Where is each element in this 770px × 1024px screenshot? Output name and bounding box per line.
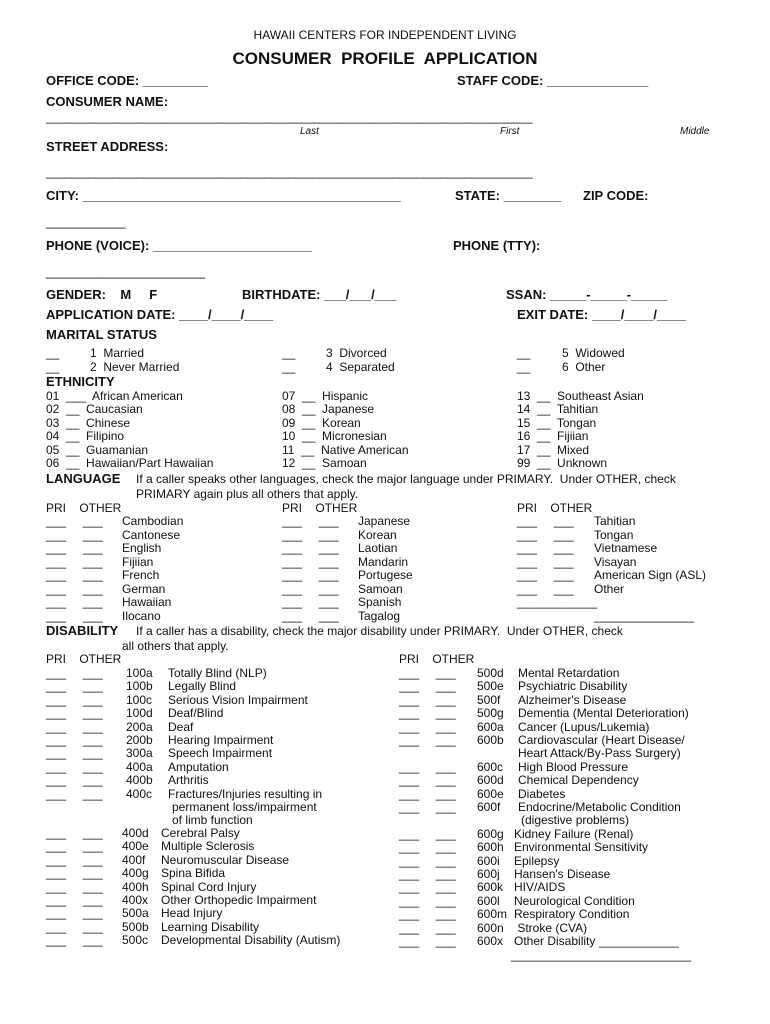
disability-check-blanks[interactable]: ___ ___ (46, 719, 103, 734)
disability-code: 500c (122, 933, 149, 948)
consumer-name-line[interactable]: ________________________________________________________________________________ (46, 110, 532, 124)
disability-label: Developmental Disability (Autism) (161, 933, 341, 948)
disability-code: 500a (122, 906, 149, 921)
disability-check-blanks[interactable]: ___ ___ (399, 719, 456, 734)
disability-code: 600c (477, 759, 504, 774)
office-code-field[interactable]: OFFICE CODE: _________ (46, 73, 208, 88)
disability-check-blanks[interactable]: ___ ___ (399, 733, 456, 747)
page-title: CONSUMER PROFILE APPLICATION (232, 49, 538, 68)
language-option: Mandarin (358, 554, 409, 569)
language-heading: LANGUAGE (46, 471, 121, 486)
ethnicity-option[interactable]: 99 __ Unknown (517, 456, 608, 470)
disability-code: 500d (477, 666, 504, 680)
language-option: German (122, 581, 166, 596)
language-instruction: If a caller speaks other languages, check the major language under PRIMARY. Under OTHER, check (136, 472, 676, 486)
marital-blank[interactable]: __ (517, 360, 531, 374)
disability-code: 100a (126, 666, 153, 680)
marital-option-widowed: 5 Widowed (562, 346, 625, 360)
language-check-blanks[interactable]: ___ ___ (517, 581, 574, 596)
disability-label: Other Disability ____________ (514, 934, 679, 948)
language-other-line[interactable]: ____________ (517, 595, 598, 609)
disability-code: 600h (477, 840, 504, 855)
street-address-label: STREET ADDRESS: (46, 139, 169, 154)
disability-label-cont: Heart Attack/By-Pass Surgery) (518, 746, 681, 761)
language-option: Vietnamese (594, 541, 658, 555)
language-check-blanks[interactable]: ___ ___ (517, 527, 574, 542)
disability-label: Alzheimer's Disease (518, 692, 627, 707)
disability-label: Hansen's Disease (514, 867, 611, 881)
disability-code: 500f (477, 692, 501, 707)
disability-label: Epilepsy (514, 853, 560, 868)
language-check-blanks[interactable]: ___ ___ (517, 514, 574, 528)
disability-code: 600d (477, 773, 504, 788)
staff-code-field[interactable]: STAFF CODE: ______________ (457, 73, 649, 88)
disability-label-cont: of limb function (172, 813, 253, 828)
language-option: Fijiian (122, 554, 154, 569)
disability-check-blanks[interactable]: ___ ___ (399, 706, 456, 721)
disability-label: Deaf/Blind (168, 706, 224, 721)
disability-label: Hearing Impairment (168, 733, 274, 747)
disability-label: Fractures/Injuries resulting in (168, 786, 323, 801)
last-name-caption: Last (300, 126, 319, 137)
ethnicity-option[interactable]: 13 __ Southeast Asian (517, 389, 644, 403)
ethnicity-option[interactable]: 14 __ Tahitian (517, 402, 599, 417)
disability-check-blanks[interactable]: ___ ___ (399, 666, 456, 680)
marital-option-divorced: 3 Divorced (326, 346, 387, 360)
disability-label: Neuromuscular Disease (161, 852, 290, 867)
disability-label: Serious Vision Impairment (168, 692, 308, 707)
disability-check-blanks[interactable]: ___ ___ (399, 853, 456, 868)
disability-label: Amputation (168, 759, 229, 774)
disability-code: 600n (477, 920, 504, 935)
language-check-blanks[interactable]: ___ ___ (282, 554, 339, 569)
disability-code: 600a (477, 719, 504, 734)
ethnicity-option[interactable]: 16 __ Fijiian (517, 429, 589, 444)
disability-label: Kidney Failure (Renal) (514, 826, 634, 841)
language-check-blanks[interactable]: ___ ___ (282, 595, 339, 609)
disability-check-blanks[interactable]: ___ ___ (46, 786, 103, 801)
disability-label: Learning Disability (161, 919, 260, 934)
phone-voice-field[interactable]: PHONE (VOICE): ______________________ (46, 238, 312, 253)
disability-heading: DISABILITY (46, 623, 119, 638)
ethnicity-option[interactable]: 03 __ Chinese (46, 415, 131, 430)
disability-code: 100b (126, 679, 153, 694)
phone-tty-label: PHONE (TTY): (453, 238, 541, 253)
disability-code: 400h (122, 879, 149, 894)
language-check-blanks[interactable]: ___ ___ (282, 541, 339, 555)
marital-blank[interactable]: __ (282, 360, 296, 374)
marital-status-heading: MARITAL STATUS (46, 327, 157, 342)
disability-label: Dementia (Mental Deterioration) (518, 706, 689, 721)
language-option: Laotian (358, 541, 398, 555)
language-option: Korean (358, 527, 397, 542)
disability-check-blanks[interactable]: ___ ___ (46, 733, 103, 747)
language-check-blanks[interactable]: ___ ___ (517, 554, 574, 569)
disability-check-blanks[interactable]: ___ ___ (399, 773, 456, 788)
disability-code: 600k (477, 880, 504, 895)
disability-code: 500g (477, 706, 504, 721)
language-pri-other-header: PRI OTHER (46, 501, 122, 515)
application-date-field[interactable]: APPLICATION DATE: ____/____/____ (46, 307, 274, 322)
disability-check-blanks[interactable]: ___ ___ (399, 880, 456, 895)
language-check-blanks[interactable]: ___ ___ (46, 527, 103, 542)
disability-code: 400a (126, 759, 153, 774)
language-other-line[interactable]: _______________ (594, 609, 695, 623)
disability-label-cont: (digestive problems) (521, 813, 630, 828)
language-check-blanks[interactable]: ___ ___ (517, 541, 574, 555)
consumer-name-label: CONSUMER NAME: (46, 94, 169, 109)
disability-check-blanks[interactable]: ___ ___ (46, 679, 103, 694)
language-option: English (122, 541, 162, 555)
language-option: Other (594, 581, 625, 596)
city-field[interactable]: CITY: ____________________________________________ (46, 188, 401, 203)
disability-check-blanks[interactable]: ___ ___ (46, 866, 103, 881)
language-check-blanks[interactable]: ___ ___ (46, 568, 103, 582)
ethnicity-option[interactable]: 12 __ Samoan (282, 456, 367, 470)
disability-check-blanks[interactable]: ___ ___ (399, 826, 456, 841)
marital-option-married: 1 Married (90, 346, 145, 360)
disability-label: Chemical Dependency (518, 773, 639, 788)
disability-code: 500b (122, 919, 149, 934)
disability-check-blanks[interactable]: ___ ___ (399, 867, 456, 881)
disability-code: 600m (477, 907, 508, 922)
disability-label: Legally Blind (168, 679, 237, 694)
disability-check-blanks[interactable]: ___ ___ (46, 919, 103, 934)
marital-blank[interactable]: __ (46, 346, 60, 360)
disability-check-blanks[interactable]: ___ ___ (46, 773, 103, 788)
ethnicity-option[interactable]: 10 __ Micronesian (282, 429, 387, 444)
language-option: Samoan (358, 581, 403, 596)
marital-blank[interactable]: __ (282, 346, 296, 360)
disability-code: 600g (477, 826, 504, 841)
ethnicity-option[interactable]: 08 __ Japanese (282, 402, 375, 417)
disability-label: Totally Blind (NLP) (168, 666, 267, 680)
disability-code: 600i (477, 853, 500, 868)
disability-code: 400e (122, 839, 149, 854)
disability-check-blanks[interactable]: ___ ___ (46, 692, 103, 707)
exit-date-field[interactable]: EXIT DATE: ____/____/____ (517, 307, 686, 322)
disability-label: Deaf (168, 719, 194, 734)
disability-label: Stroke (CVA) (514, 920, 588, 935)
street-address-line[interactable]: ________________________________________________________________________________ (46, 165, 532, 179)
disability-check-blanks[interactable]: ___ ___ (46, 826, 103, 840)
first-name-caption: First (500, 126, 520, 137)
language-option: Portugese (358, 568, 413, 582)
language-option: Spanish (358, 595, 402, 609)
disability-check-blanks[interactable]: ___ ___ (46, 706, 103, 721)
disability-instruction: If a caller has a disability, check the major disability under PRIMARY. Under OTHER, check (136, 624, 623, 638)
disability-pri-other-header: PRI OTHER (399, 652, 475, 666)
language-check-blanks[interactable]: ___ ___ (282, 568, 339, 582)
middle-name-caption: Middle (680, 126, 710, 137)
other-disability-line[interactable]: ___________________________ (511, 948, 692, 963)
disability-code: 100d (126, 706, 153, 721)
disability-check-blanks[interactable]: ___ ___ (399, 786, 456, 801)
ethnicity-heading: ETHNICITY (46, 374, 115, 389)
disability-pri-other-header: PRI OTHER (46, 652, 122, 666)
ethnicity-option[interactable]: 02 __ Caucasian (46, 402, 143, 417)
disability-label: Cancer (Lupus/Lukemia) (518, 719, 650, 734)
disability-label: Cardiovascular (Heart Disease/ (518, 733, 685, 747)
language-check-blanks[interactable]: ___ ___ (517, 568, 574, 582)
disability-code: 100c (126, 692, 153, 707)
ethnicity-option[interactable]: 15 __ Tongan (517, 415, 597, 430)
disability-check-blanks[interactable]: ___ ___ (399, 920, 456, 935)
zip-code-line[interactable]: ___________ (46, 214, 126, 229)
language-option: American Sign (ASL) (594, 568, 707, 582)
ethnicity-option[interactable]: 07 __ Hispanic (282, 389, 369, 403)
ethnicity-option[interactable]: 01 ___ African American (46, 389, 183, 403)
language-option: Cantonese (122, 527, 181, 542)
organization-name: HAWAII CENTERS FOR INDEPENDENT LIVING (253, 28, 517, 42)
disability-label: Head Injury (161, 906, 223, 921)
language-option: Ilocano (122, 608, 161, 623)
ethnicity-option[interactable]: 17 __ Mixed (517, 442, 590, 457)
disability-check-blanks[interactable]: ___ ___ (399, 934, 456, 948)
gender-field[interactable]: GENDER: M F (46, 287, 158, 302)
state-field[interactable]: STATE: ________ (455, 188, 562, 203)
ssan-field[interactable]: SSAN: _____-_____-_____ (506, 287, 668, 302)
disability-code: 400c (126, 786, 153, 801)
disability-label: Arthritis (168, 773, 209, 788)
disability-code: 600x (477, 934, 504, 948)
disability-label: Diabetes (518, 786, 566, 801)
zip-code-label: ZIP CODE: (583, 188, 649, 203)
language-option: Cambodian (122, 514, 184, 528)
marital-option-separated: 4 Separated (326, 360, 395, 374)
disability-label: Endocrine/Metabolic Condition (518, 800, 681, 814)
disability-code: 600l (477, 893, 500, 908)
disability-check-blanks[interactable]: ___ ___ (46, 666, 103, 680)
marital-blank[interactable]: __ (46, 360, 60, 374)
disability-code: 600e (477, 786, 504, 801)
language-option: French (122, 568, 160, 582)
disability-label: Speech Impairment (168, 746, 273, 761)
ethnicity-option[interactable]: 04 __ Filipino (46, 429, 125, 444)
disability-check-blanks[interactable]: ___ ___ (46, 879, 103, 894)
disability-label: Mental Retardation (518, 666, 620, 680)
disability-check-blanks[interactable]: ___ ___ (46, 852, 103, 867)
language-check-blanks[interactable]: ___ ___ (282, 608, 339, 623)
language-pri-other-header: PRI OTHER (517, 501, 593, 515)
disability-label: Respiratory Condition (514, 907, 630, 922)
language-option: Japanese (358, 514, 411, 528)
disability-label: Environmental Sensitivity (514, 840, 649, 855)
language-check-blanks[interactable]: ___ ___ (282, 581, 339, 596)
disability-instruction-cont: all others that apply. (122, 639, 229, 653)
language-check-blanks[interactable]: ___ ___ (46, 581, 103, 596)
language-option: Tagalog (358, 608, 401, 623)
disability-code: 400d (122, 826, 149, 840)
language-check-blanks[interactable]: ___ ___ (46, 554, 103, 569)
marital-option-other: 6 Other (562, 360, 606, 374)
language-check-blanks[interactable]: ___ ___ (46, 541, 103, 555)
disability-label: Neurological Condition (514, 893, 635, 908)
disability-check-blanks[interactable]: ___ ___ (399, 840, 456, 855)
disability-code: 200a (126, 719, 153, 734)
language-pri-other-header: PRI OTHER (282, 501, 358, 515)
disability-code: 300a (126, 746, 153, 761)
disability-check-blanks[interactable]: ___ ___ (46, 933, 103, 948)
ethnicity-option[interactable]: 11 __ Native American (282, 442, 409, 457)
language-option: Tahitian (594, 514, 636, 528)
disability-code: 600b (477, 733, 504, 747)
language-option: Visayan (594, 554, 637, 569)
disability-check-blanks[interactable]: ___ ___ (46, 893, 103, 907)
disability-check-blanks[interactable]: ___ ___ (399, 759, 456, 774)
disability-label: Psychiatric Disability (518, 679, 628, 694)
language-instruction-cont: PRIMARY again plus all others that apply. (136, 487, 359, 501)
disability-label: High Blood Pressure (518, 759, 629, 774)
disability-code: 400b (126, 773, 153, 788)
disability-check-blanks[interactable]: ___ ___ (399, 907, 456, 922)
disability-check-blanks[interactable]: ___ ___ (399, 679, 456, 694)
language-check-blanks[interactable]: ___ ___ (46, 595, 103, 609)
disability-check-blanks[interactable]: ___ ___ (46, 759, 103, 774)
disability-label: HIV/AIDS (514, 880, 566, 895)
disability-code: 400f (122, 852, 146, 867)
phone-tty-line[interactable]: ______________________ (46, 264, 206, 279)
ethnicity-option[interactable]: 05 __ Guamanian (46, 442, 149, 457)
birthdate-field[interactable]: BIRTHDATE: ___/___/___ (242, 287, 397, 302)
language-check-blanks[interactable]: ___ ___ (46, 514, 103, 528)
disability-code: 400x (122, 893, 149, 907)
disability-code: 200b (126, 733, 153, 747)
disability-code: 400g (122, 866, 149, 881)
disability-check-blanks[interactable]: ___ ___ (399, 893, 456, 908)
disability-label: Multiple Sclerosis (161, 839, 255, 854)
disability-check-blanks[interactable]: ___ ___ (46, 839, 103, 854)
disability-code: 600f (477, 800, 501, 814)
disability-label: Cerebral Palsy (161, 826, 240, 840)
disability-label: Other Orthopedic Impairment (161, 893, 317, 907)
disability-check-blanks[interactable]: ___ ___ (399, 800, 456, 814)
disability-label: Spinal Cord Injury (161, 879, 257, 894)
ethnicity-option[interactable]: 09 __ Korean (282, 415, 361, 430)
disability-check-blanks[interactable]: ___ ___ (46, 746, 103, 761)
marital-blank[interactable]: __ (517, 346, 531, 360)
language-check-blanks[interactable]: ___ ___ (282, 514, 339, 528)
language-check-blanks[interactable]: ___ ___ (46, 608, 103, 623)
language-option: Hawaiian (122, 595, 172, 609)
disability-code: 600j (477, 867, 500, 881)
disability-code: 500e (477, 679, 504, 694)
disability-label-cont: permanent loss/impairment (172, 800, 317, 814)
disability-check-blanks[interactable]: ___ ___ (399, 692, 456, 707)
language-option: Tongan (594, 527, 634, 542)
ethnicity-option[interactable]: 06 __ Hawaiian/Part Hawaiian (46, 456, 214, 470)
language-check-blanks[interactable]: ___ ___ (282, 527, 339, 542)
disability-check-blanks[interactable]: ___ ___ (46, 906, 103, 921)
marital-option-never-married: 2 Never Married (90, 360, 180, 374)
disability-label: Spina Bifida (161, 866, 226, 881)
